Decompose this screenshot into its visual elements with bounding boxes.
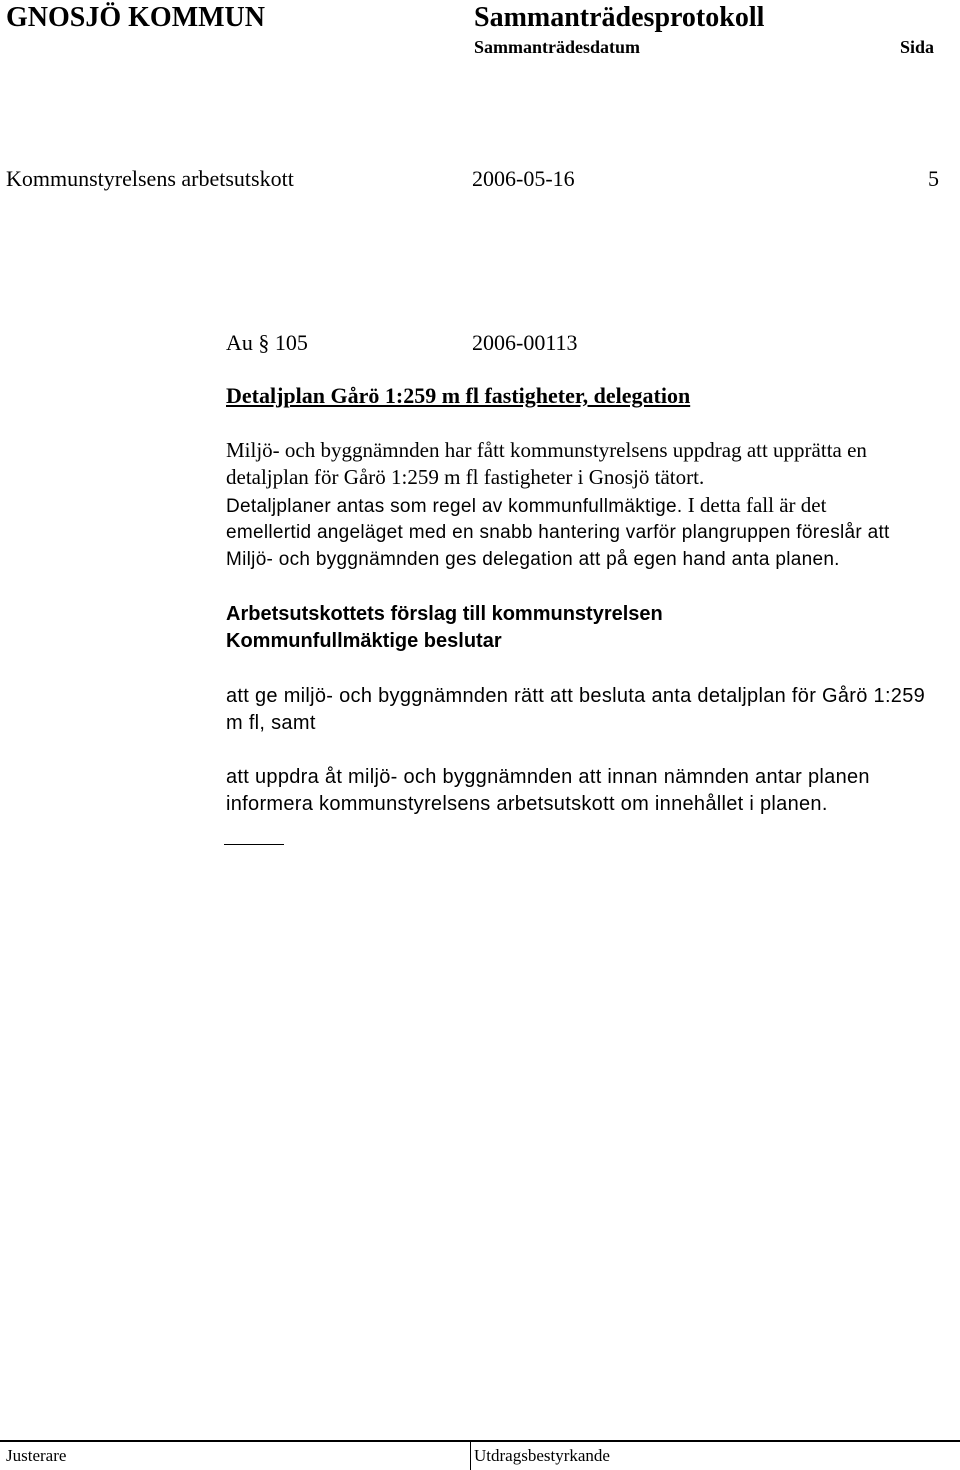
meeting-date-label: Sammanträdesdatum xyxy=(474,37,641,57)
footer-divider xyxy=(470,1440,471,1470)
body-line: emellertid angeläget med en snabb hantering varför plangruppen föreslår att xyxy=(226,522,890,543)
page-label: Sida xyxy=(900,37,935,57)
decision-line: att ge miljö- och byggnämnden rätt att besluta anta detaljplan för Gårö 1:259 xyxy=(226,685,926,707)
meeting-date: 2006-05-16 xyxy=(472,166,575,191)
section-end-rule xyxy=(224,844,284,845)
proposal-heading: Arbetsutskottets förslag till kommunstyrelsen xyxy=(226,603,663,625)
document-title: Sammanträdesprotokoll xyxy=(474,2,765,33)
case-paragraph: Au § 105 xyxy=(226,330,308,355)
proposal-subheading: Kommunfullmäktige beslutar xyxy=(226,630,502,652)
body-line-part: I detta fall är det xyxy=(682,493,827,517)
page-number: 5 xyxy=(928,166,939,191)
body-line-part: Detaljplaner antas som regel av kommunfullmäktige. xyxy=(226,496,683,517)
signatory-label: Justerare xyxy=(6,1446,67,1465)
registry-number: 2006-00113 xyxy=(472,330,578,355)
certification-label: Utdragsbestyrkande xyxy=(474,1446,610,1465)
case-title: Detaljplan Gårö 1:259 m fl fastigheter, delegation xyxy=(226,383,691,408)
decision-line: informera kommunstyrelsens arbetsutskott om innehållet i planen. xyxy=(226,793,828,815)
organization-name: GNOSJÖ KOMMUN xyxy=(6,2,265,33)
body-line xyxy=(226,493,826,518)
decision-line: att uppdra åt miljö- och byggnämnden att innan nämnden antar planen xyxy=(226,766,870,788)
footer-rule xyxy=(0,1440,960,1442)
body-line: detaljplan för Gårö 1:259 m fl fastigheter i Gnosjö tätort. xyxy=(226,465,705,489)
body-line: Miljö- och byggnämnden har fått kommunstyrelsens uppdrag att upprätta en xyxy=(226,438,867,462)
committee-name: Kommunstyrelsens arbetsutskott xyxy=(6,166,294,191)
body-line: Miljö- och byggnämnden ges delegation att på egen hand anta planen. xyxy=(226,549,840,570)
decision-line: m fl, samt xyxy=(226,712,316,734)
